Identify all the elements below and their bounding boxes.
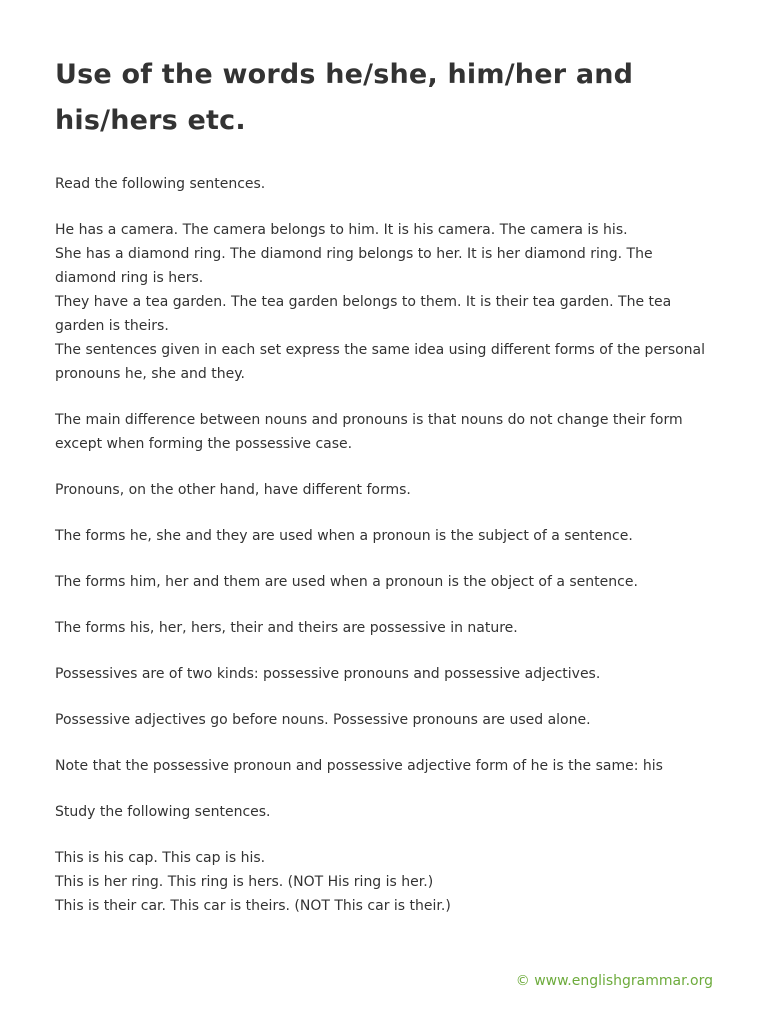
body-paragraph: Note that the possessive pronoun and possessive adjective form of he is the same: his: [55, 758, 663, 774]
example-line: This is their car. This car is theirs. (NOT This car is their.): [55, 898, 451, 914]
intro-paragraph: Read the following sentences.: [55, 176, 266, 192]
document-body: [55, 172, 715, 940]
body-paragraph: The forms his, her, hers, their and theirs are possessive in nature.: [55, 620, 518, 636]
example-line: The sentences given in each set express the same idea using different forms of the personal pronouns he, she and they.: [55, 342, 706, 382]
example-set-2: [55, 846, 715, 918]
body-paragraph: Possessive adjectives go before nouns. Possessive pronouns are used alone.: [55, 712, 591, 728]
example-line: This is her ring. This ring is hers. (NOT His ring is her.): [55, 874, 434, 890]
page-title: Use of the words he/she, him/her and his/hers etc.: [55, 59, 634, 136]
body-paragraph: Pronouns, on the other hand, have different forms.: [55, 482, 411, 498]
example-line: They have a tea garden. The tea garden belongs to them. It is their tea garden. The tea garden is theirs.: [55, 294, 672, 334]
footer-copyright-link[interactable]: © www.englishgrammar.org: [515, 973, 713, 989]
example-line: He has a camera. The camera belongs to him. It is his camera. The camera is his.: [55, 222, 628, 238]
example-set-1: [55, 218, 715, 386]
example-line: She has a diamond ring. The diamond ring belongs to her. It is her diamond ring. The diamond ring is hers.: [55, 246, 653, 286]
body-paragraph: Possessives are of two kinds: possessive pronouns and possessive adjectives.: [55, 666, 601, 682]
body-paragraph: The main difference between nouns and pronouns is that nouns do not change their form except when forming the possessive case.: [55, 412, 683, 452]
example-line: This is his cap. This cap is his.: [55, 850, 266, 866]
body-paragraph: Study the following sentences.: [55, 804, 271, 820]
body-paragraph: The forms him, her and them are used when a pronoun is the object of a sentence.: [55, 574, 638, 590]
body-paragraph: The forms he, she and they are used when a pronoun is the subject of a sentence.: [55, 528, 633, 544]
